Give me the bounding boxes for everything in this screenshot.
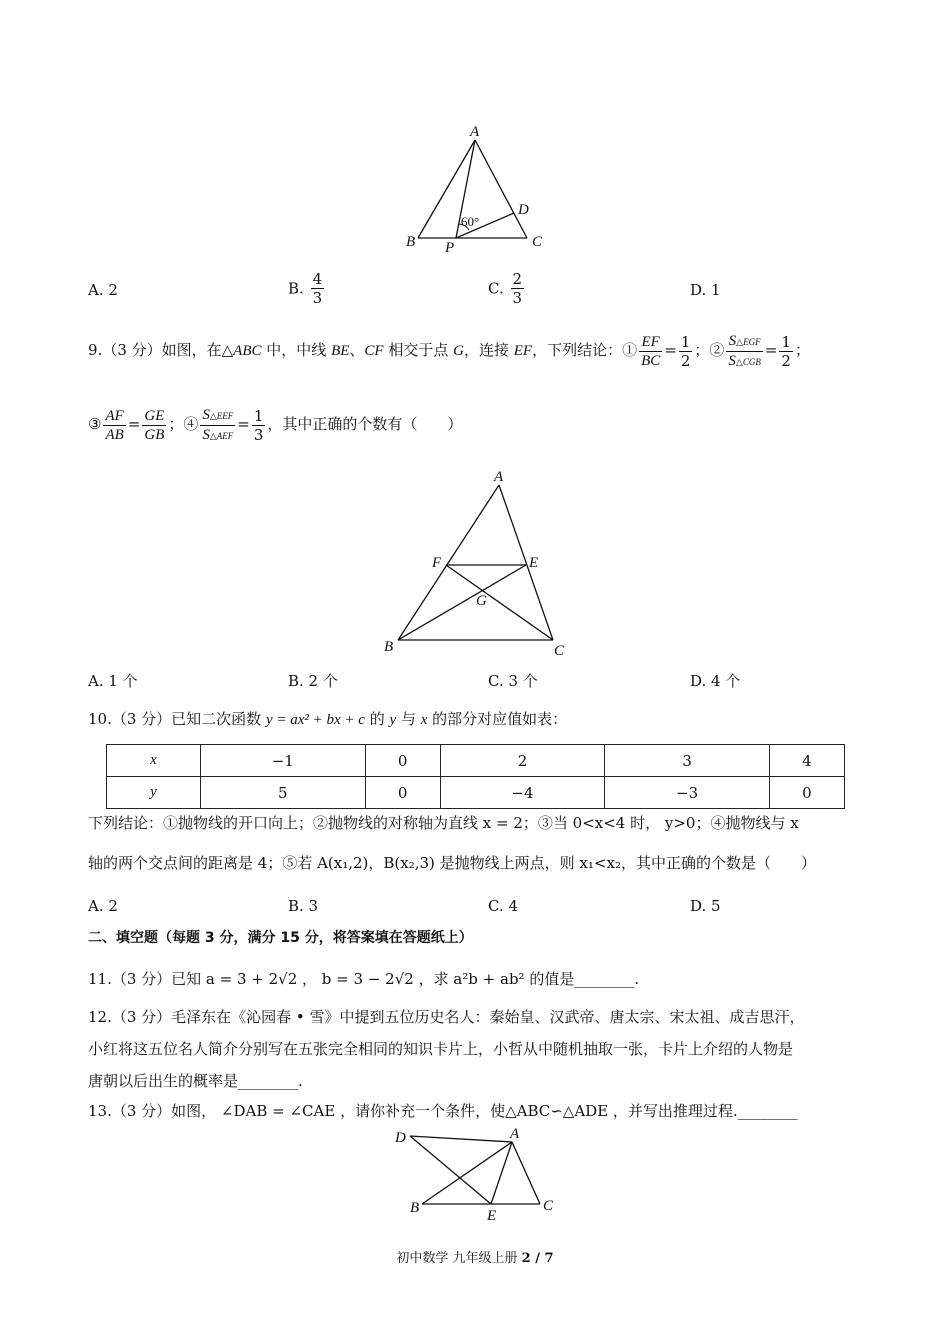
label-f: F xyxy=(432,555,442,571)
table-cell: 0 xyxy=(365,745,440,777)
fraction xyxy=(679,333,693,370)
numerator: 1 xyxy=(253,406,264,425)
text: 、 xyxy=(349,341,365,359)
equals: = xyxy=(237,415,250,433)
text: ③ xyxy=(88,415,102,433)
label-e: E xyxy=(487,1208,497,1224)
text: 已知二次函数 xyxy=(171,710,266,728)
q9-score: （3 分） xyxy=(102,341,162,359)
table-cell: 5 xyxy=(201,777,366,809)
numerator: 1 xyxy=(680,332,691,351)
table-cell: −1 xyxy=(201,745,366,777)
fraction xyxy=(142,407,166,444)
table-cell: 2 xyxy=(440,745,605,777)
q13: 13.（3 分）如图， ∠DAB = ∠CAE ，请你补充一个条件，使△ABC∽△ADE ，并写出推理过程.________ xyxy=(88,1102,798,1120)
q9-option-c: C. 3 个 xyxy=(488,672,538,690)
text: 如图，在△ xyxy=(161,341,234,359)
q8-option-a: A. 2 xyxy=(88,281,118,299)
numerator xyxy=(726,332,762,352)
q9-line-1 xyxy=(88,328,810,373)
q12-line-2: 小红将这五位名人简介分别写在五张完全相同的知识卡片上，小哲从中随机抽取一张，卡片上介绍的人物是 xyxy=(88,1040,794,1058)
table-cell: −3 xyxy=(605,777,770,809)
label-d: D xyxy=(518,202,529,218)
text: S xyxy=(728,352,736,369)
numerator: AF xyxy=(105,407,124,424)
figure-q8-triangle xyxy=(400,120,560,260)
footer-text: 初中数学 九年级上册 xyxy=(396,1251,522,1266)
denominator: GB xyxy=(144,426,165,443)
page-total: 7 xyxy=(544,1251,554,1266)
text: G xyxy=(453,343,464,359)
numerator: 1 xyxy=(781,332,791,351)
q10-option-d: D. 5 xyxy=(690,897,721,915)
denominator: 3 xyxy=(312,289,323,307)
q9-line-2 xyxy=(88,402,462,446)
numerator xyxy=(200,406,235,426)
section-heading-fill-in: 二、填空题（每题 3 分，满分 15 分，将答案填在答题纸上） xyxy=(88,930,473,946)
text: S xyxy=(202,406,210,423)
numerator: EF xyxy=(639,333,662,352)
label-p: P xyxy=(445,240,455,256)
label-b: B xyxy=(406,234,416,250)
table-header-y: y xyxy=(107,777,201,809)
label-b: B xyxy=(384,639,394,655)
subscript: △EEF xyxy=(209,410,234,421)
label-e: E xyxy=(529,555,539,571)
q10-option-b: B. 3 xyxy=(288,897,319,915)
equals: = xyxy=(664,341,677,359)
q10-conclusions-line-1: 下列结论：①抛物线的开口向上；②抛物线的对称轴为直线 x = 2；③当 0<x<4 时， y>0；④抛物线与 x xyxy=(88,814,799,832)
text: ；④ xyxy=(168,415,199,433)
function-expression: y = ax² + bx + c xyxy=(265,712,365,728)
denominator: AB xyxy=(105,426,124,443)
q8-option-d: D. 1 xyxy=(690,281,721,299)
q10-option-c: C. 4 xyxy=(488,897,519,915)
text: ； xyxy=(794,341,810,359)
text: ，下列结论：① xyxy=(532,341,638,359)
q10-option-a: A. 2 xyxy=(88,897,118,915)
page-separator: / xyxy=(530,1251,545,1266)
fraction xyxy=(639,333,662,370)
label-a: A xyxy=(470,124,480,140)
equals: = xyxy=(127,415,141,433)
q10-value-table xyxy=(106,744,845,809)
text: 的 xyxy=(364,710,390,728)
q9-option-d: D. 4 个 xyxy=(690,672,741,690)
q8-option-c-fraction xyxy=(511,270,525,307)
fraction xyxy=(252,407,266,444)
label-d: D xyxy=(395,1130,406,1146)
fraction xyxy=(103,407,125,444)
subscript: △EGF xyxy=(736,336,761,347)
fraction xyxy=(779,333,793,370)
q10-stem xyxy=(88,708,567,731)
text: BE xyxy=(331,343,350,359)
fraction xyxy=(726,332,762,371)
table-cell: 3 xyxy=(605,745,770,777)
denominator: BC xyxy=(641,352,661,369)
label-a: A xyxy=(510,1126,520,1142)
q8-option-b xyxy=(288,270,326,307)
q11: 11.（3 分）已知 a = 3 + 2√2 ， b = 3 − 2√2 ，求 a²b + ab² 的值是________. xyxy=(88,970,640,988)
text: ，其中正确的个数有（ ） xyxy=(267,415,463,433)
table-cell: −4 xyxy=(440,777,605,809)
denominator: 2 xyxy=(781,351,791,370)
text: S xyxy=(202,426,210,443)
label-c: C xyxy=(554,643,565,659)
q10-score: （3 分） xyxy=(111,710,172,728)
denominator xyxy=(200,426,235,445)
q12-line-3: 唐朝以后出生的概率是________. xyxy=(88,1072,303,1090)
table-row-y xyxy=(107,777,845,809)
numerator: 4 xyxy=(312,270,323,288)
text: 与 xyxy=(396,710,421,728)
subscript: △AEF xyxy=(209,430,234,441)
numerator: 2 xyxy=(512,270,523,288)
text: 相交于点 xyxy=(383,341,454,359)
table-cell: 0 xyxy=(769,777,844,809)
q9-number: 9. xyxy=(88,341,103,359)
label-c: C xyxy=(543,1198,554,1214)
text: 中，中线 xyxy=(261,341,332,359)
q8-option-b-prefix: B. xyxy=(288,279,304,298)
figure-q13-triangles xyxy=(390,1122,570,1227)
text: x xyxy=(420,712,428,728)
text: S xyxy=(728,332,737,349)
table-cell: 4 xyxy=(769,745,844,777)
text: ABC xyxy=(233,343,262,359)
numerator: GE xyxy=(144,407,165,424)
text: y xyxy=(389,712,397,728)
q9-option-a: A. 1 个 xyxy=(88,672,138,690)
fraction xyxy=(200,406,235,445)
label-g: G xyxy=(476,593,487,609)
denominator: 2 xyxy=(680,351,691,370)
equals: = xyxy=(764,341,778,359)
denominator xyxy=(726,352,762,371)
text: CF xyxy=(364,343,384,359)
q12-line-1: 12.（3 分）毛泽东在《沁园春 • 雪》中提到五位历史名人：秦始皇、汉武帝、唐太宗、宋太祖、成吉思汗， xyxy=(88,1008,805,1026)
table-header-x: x xyxy=(107,745,201,777)
label-c: C xyxy=(532,234,543,250)
q8-option-c xyxy=(488,270,526,307)
denominator: 3 xyxy=(512,289,523,307)
figure-q9-triangle xyxy=(380,465,580,665)
q10-number: 10. xyxy=(88,710,112,728)
subscript: △CGB xyxy=(735,356,761,367)
label-a: A xyxy=(494,469,504,485)
table-row-x xyxy=(107,745,845,777)
text: EF xyxy=(513,343,533,359)
label-b: B xyxy=(410,1200,420,1216)
denominator: 3 xyxy=(253,425,264,444)
q10-conclusions-line-2: 轴的两个交点间的距离是 4；⑤若 A(x₁,2)，B(x₂,3) 是抛物线上两点，则 x₁<x₂，其中正确的个数是（ ） xyxy=(88,854,816,872)
table-cell: 0 xyxy=(365,777,440,809)
page-footer xyxy=(0,1247,950,1266)
page-number: 2 xyxy=(521,1251,531,1266)
text: ；② xyxy=(694,341,725,359)
q9-option-b: B. 2 个 xyxy=(288,672,338,690)
q8-option-c-prefix: C. xyxy=(488,279,504,298)
text: ，连接 xyxy=(463,341,514,359)
q8-option-b-fraction xyxy=(311,270,325,307)
label-angle: 60° xyxy=(461,214,480,229)
text: 的部分对应值如表： xyxy=(427,710,568,728)
